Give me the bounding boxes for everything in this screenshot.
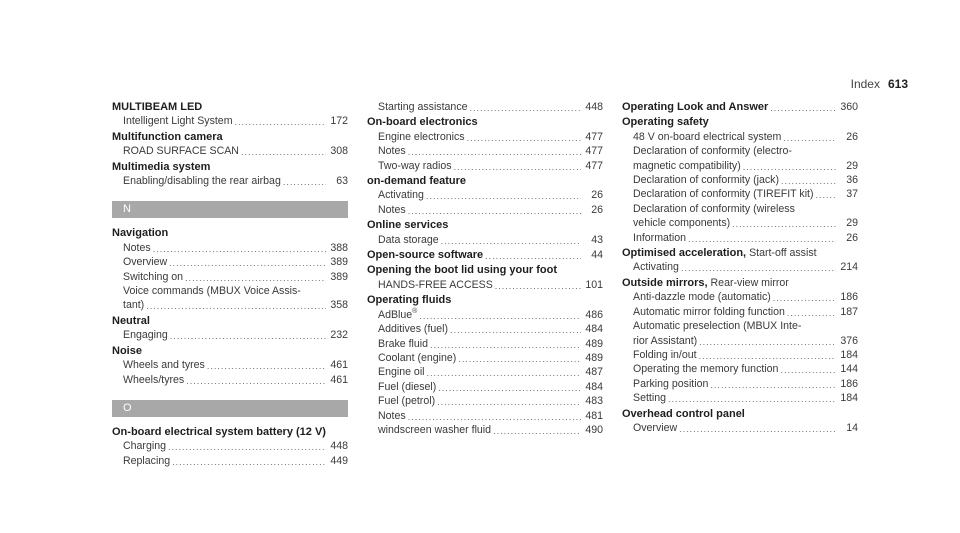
dot-leader	[170, 333, 326, 343]
index-subentry[interactable]: Notes ..... 481	[367, 409, 603, 423]
page-ref: 186	[840, 291, 858, 304]
index-subentry[interactable]: Automatic mirror folding function ..... 187	[622, 305, 858, 319]
dot-leader	[454, 163, 581, 173]
index-entry-multimedia-system	[112, 160, 348, 189]
dot-leader	[780, 367, 836, 377]
page-ref: 448	[585, 101, 603, 113]
page-ref: 376	[840, 334, 858, 347]
index-column-1	[112, 100, 348, 469]
section-header-n: N	[112, 201, 348, 218]
page-ref: 490	[585, 423, 603, 436]
index-term: Opening the boot lid using your foot	[367, 264, 558, 277]
page-ref: 36	[846, 174, 858, 187]
dot-leader	[437, 399, 581, 409]
index-subentry[interactable]: Setting ..... 184	[622, 391, 858, 405]
dot-leader	[688, 235, 836, 245]
page-ref: 477	[585, 145, 603, 158]
index-term: On-board electrical system battery (12 V)	[112, 425, 326, 438]
page-ref: 186	[840, 377, 858, 390]
dot-leader	[419, 312, 581, 322]
page-ref: 360	[840, 101, 858, 113]
page-header	[851, 77, 908, 91]
index-subentry[interactable]: Wheels/tyres ..... 461	[112, 373, 348, 387]
index-subentry[interactable]: windscreen washer fluid ..... 490	[367, 423, 603, 437]
dot-leader	[168, 444, 326, 454]
page-ref: 232	[330, 329, 348, 342]
page-ref: 184	[840, 348, 858, 361]
dot-leader	[699, 352, 836, 362]
index-term: On-board electronics	[367, 116, 478, 129]
page-ref: 389	[330, 270, 348, 283]
index-subentry[interactable]: Parking position ..... 186	[622, 377, 858, 391]
index-subentry[interactable]: Overview ..... 14	[622, 421, 858, 435]
dot-leader	[438, 384, 581, 394]
index-entry-open-source-software	[367, 248, 603, 262]
index-subentry[interactable]: Information ..... 26	[622, 231, 858, 245]
dot-leader	[668, 396, 836, 406]
page-ref: 26	[591, 203, 603, 216]
dot-leader	[186, 377, 326, 387]
index-subentry[interactable]: Declaration of conformity (TIREFIT kit) ..... 37	[622, 187, 858, 201]
page-ref: 483	[585, 395, 603, 408]
index-term-with-page[interactable]: Open-source software ..... 44	[367, 248, 603, 262]
index-entry-navigation	[112, 226, 348, 312]
dot-leader	[408, 207, 581, 217]
index-subentry[interactable]: rior Assistant) ..... 376	[622, 334, 858, 348]
index-subentry-line: Declaration of conformity (wireless	[633, 202, 795, 215]
page-ref: 461	[330, 373, 348, 386]
dot-leader	[450, 327, 581, 337]
page-ref: 308	[330, 145, 348, 158]
header-label: Index	[850, 77, 880, 91]
index-subentry[interactable]: Anti-dazzle mode (automatic) ..... 186	[622, 290, 858, 304]
page-ref: 481	[585, 409, 603, 422]
dot-leader	[783, 134, 836, 144]
page-ref: 449	[330, 454, 348, 467]
page-ref: 187	[840, 305, 858, 318]
page-ref: 487	[585, 366, 603, 379]
index-term-crossref: Start-off assist	[749, 247, 817, 260]
page-ref: 484	[585, 323, 603, 336]
dot-leader	[495, 282, 581, 292]
index-subentry[interactable]: Notes ..... 477	[367, 144, 603, 158]
page-ref: 489	[585, 337, 603, 350]
index-term-crossref: Rear-view mirror	[710, 276, 789, 289]
index-subentry[interactable]: Switching on ..... 389	[112, 270, 348, 284]
index-term: Overhead control panel	[622, 407, 745, 420]
index-entry-onboard-battery	[112, 425, 348, 468]
index-entry-noise	[112, 344, 348, 387]
index-subentry[interactable]: Notes ..... 26	[367, 203, 603, 217]
index-subentry[interactable]: magnetic compatibility) ..... 29	[622, 159, 858, 173]
page-ref: 388	[330, 241, 348, 254]
dot-leader	[441, 237, 581, 247]
dot-leader	[467, 134, 581, 144]
page-ref: 484	[585, 380, 603, 393]
page-ref: 461	[330, 359, 348, 372]
dot-leader	[679, 425, 836, 435]
index-term: Multimedia system	[112, 160, 211, 173]
index-subentry-line: Automatic preselection (MBUX Inte-	[633, 320, 802, 333]
index-subentry[interactable]: Two-way radios ..... 477	[367, 159, 603, 173]
index-term: on-demand feature	[367, 175, 467, 188]
index-term: Optimised acceleration,	[622, 247, 747, 260]
dot-leader	[485, 252, 581, 262]
dot-leader	[787, 309, 836, 319]
page-ref: 214	[840, 261, 858, 274]
index-entry-starting-assistance	[367, 100, 603, 114]
page-ref: 358	[330, 299, 348, 312]
index-entry-neutral	[112, 314, 348, 343]
page-ref: 448	[330, 440, 348, 453]
page-ref: 37	[846, 188, 858, 201]
index-subentry[interactable]: AdBlue® ..... 486	[367, 308, 603, 322]
index-subentry-line: Voice commands (MBUX Voice Assis-	[123, 285, 301, 298]
dot-leader	[430, 341, 581, 351]
index-term-with-page[interactable]: Operating Look and Answer ..... 360	[622, 100, 858, 114]
index-subentry[interactable]: Activating ..... 214	[622, 260, 858, 274]
dot-leader	[185, 274, 326, 284]
index-column-2	[367, 100, 603, 438]
index-column-3	[622, 100, 858, 436]
index-term: MULTIBEAM LED	[112, 101, 203, 113]
section-header-o: O	[112, 400, 348, 417]
index-subentry[interactable]: Declaration of conformity (jack) ..... 36	[622, 173, 858, 187]
index-term: Operating fluids	[367, 294, 452, 307]
dot-leader	[770, 104, 836, 114]
dot-leader	[153, 245, 326, 255]
index-subentry[interactable]: Data storage ..... 43	[367, 233, 603, 247]
index-entry-multifunction-camera	[112, 130, 348, 159]
index-subentry[interactable]: Fuel (petrol) ..... 483	[367, 394, 603, 408]
page-ref: 26	[591, 189, 603, 202]
dot-leader	[681, 265, 836, 275]
dot-leader	[241, 149, 326, 159]
index-entry-multibeam-led	[112, 100, 348, 129]
index-subentry[interactable]: HANDS-FREE ACCESS ..... 101	[367, 278, 603, 292]
dot-leader	[408, 413, 581, 423]
index-term: Neutral	[112, 314, 150, 327]
index-entry-opening-boot-lid	[367, 263, 603, 292]
index-subentry[interactable]: tant) ..... 358	[112, 298, 348, 312]
page-ref: 26	[846, 130, 858, 143]
index-entry-optimised-acceleration	[622, 246, 858, 275]
dot-leader	[426, 193, 581, 203]
index-entry-operating-fluids	[367, 293, 603, 437]
page-ref: 389	[330, 256, 348, 269]
page-number: 613	[887, 77, 908, 91]
dot-leader	[781, 177, 836, 187]
dot-leader	[283, 178, 326, 188]
index-entry-online-services	[367, 218, 603, 247]
index-subentry[interactable]: 48 V on-board electrical system ..... 26	[622, 130, 858, 144]
page-ref: 486	[585, 308, 603, 321]
index-subentry[interactable]: Additives (fuel) ..... 484	[367, 322, 603, 336]
index-subentry[interactable]: Engine electronics ..... 477	[367, 130, 603, 144]
index-subentry[interactable]: ROAD SURFACE SCAN ..... 308	[112, 144, 348, 158]
dot-leader	[207, 363, 326, 373]
dot-leader	[773, 295, 836, 305]
index-subentry[interactable]: Engaging ..... 232	[112, 328, 348, 342]
page-ref: 63	[336, 175, 348, 188]
dot-leader	[172, 458, 326, 468]
page-ref: 14	[846, 421, 858, 434]
dot-leader	[470, 104, 581, 114]
index-subentry[interactable]: Fuel (diesel) ..... 484	[367, 380, 603, 394]
index-subentry[interactable]: Activating ..... 26	[367, 188, 603, 202]
index-entry-look-and-answer	[622, 100, 858, 114]
index-subentry[interactable]: Enabling/disabling the rear airbag ..... 63	[112, 174, 348, 188]
dot-leader	[235, 119, 326, 129]
dot-leader	[458, 355, 581, 365]
page-ref: 184	[840, 392, 858, 405]
index-term: Online services	[367, 219, 449, 232]
dot-leader	[732, 221, 836, 231]
index-subentry[interactable]: Operating the memory function ..... 144	[622, 362, 858, 376]
index-subentry[interactable]: Overview ..... 389	[112, 255, 348, 269]
index-term: Noise	[112, 344, 142, 357]
index-entry-outside-mirrors	[622, 276, 858, 406]
page-ref: 144	[840, 363, 858, 376]
dot-leader	[710, 381, 836, 391]
index-term-line	[622, 246, 858, 260]
index-subentry[interactable]: Brake fluid ..... 489	[367, 337, 603, 351]
page-ref: 43	[591, 233, 603, 246]
index-subentry[interactable]: Starting assistance ..... 448	[367, 100, 603, 114]
index-entry-on-demand-feature	[367, 174, 603, 217]
index-subentry[interactable]: Intelligent Light System ..... 172	[112, 114, 348, 128]
page-ref: 172	[330, 115, 348, 128]
dot-leader	[427, 370, 581, 380]
index-subentry[interactable]: Charging ..... 448	[112, 439, 348, 453]
index-term: Multifunction camera	[112, 130, 223, 143]
index-term: Operating safety	[622, 116, 709, 129]
page-ref: 477	[585, 159, 603, 172]
dot-leader	[816, 192, 836, 202]
index-subentry[interactable]: Folding in/out ..... 184	[622, 348, 858, 362]
dot-leader	[743, 163, 836, 173]
page-ref: 29	[846, 217, 858, 230]
page-ref: 26	[846, 231, 858, 244]
index-term-line	[622, 276, 858, 290]
index-term: Outside mirrors,	[622, 276, 708, 289]
page-ref: 101	[585, 278, 603, 291]
page-ref: 489	[585, 351, 603, 364]
index-entry-operating-safety	[622, 115, 858, 245]
dot-leader	[408, 149, 581, 159]
index-entry-overhead-control-panel	[622, 407, 858, 436]
page-ref: 44	[591, 249, 603, 262]
index-subentry[interactable]: Coolant (engine) ..... 489	[367, 351, 603, 365]
dot-leader	[146, 303, 326, 313]
index-subentry[interactable]: Notes ..... 388	[112, 241, 348, 255]
page-ref: 29	[846, 159, 858, 172]
dot-leader	[169, 260, 326, 270]
index-subentry[interactable]: Wheels and tyres ..... 461	[112, 358, 348, 372]
index-subentry[interactable]: Replacing ..... 449	[112, 454, 348, 468]
index-subentry[interactable]: Engine oil ..... 487	[367, 365, 603, 379]
dot-leader	[699, 338, 836, 348]
page-ref: 477	[585, 130, 603, 143]
index-subentry[interactable]: vehicle components) ..... 29	[622, 216, 858, 230]
index-entry-onboard-electronics	[367, 115, 603, 173]
registered-mark: ®	[412, 307, 418, 315]
index-subentry-line: Declaration of conformity (electro-	[633, 145, 792, 158]
dot-leader	[493, 427, 581, 437]
index-term: Navigation	[112, 227, 169, 240]
